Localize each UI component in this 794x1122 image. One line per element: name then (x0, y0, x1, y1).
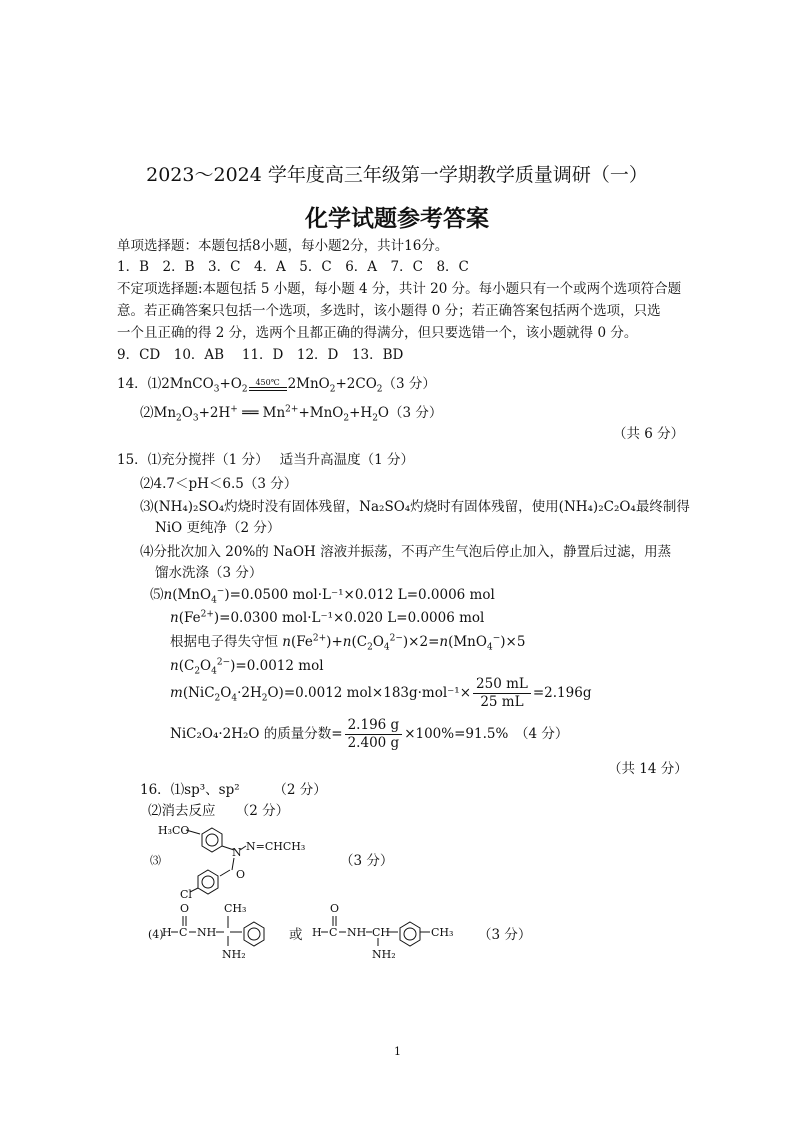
svg-text:CH: CH (372, 926, 391, 939)
svg-text:NH: NH (347, 926, 367, 939)
q16-part4-score: （3 分） (478, 927, 532, 943)
q15-part5-line2: $n(Fe^{2+})=0.0300$ mol·L⁻¹×0.020 L=0.0006 mol (170, 609, 485, 626)
q16-part3-score: （3 分） (340, 853, 394, 869)
q16-part4-or: 或 (289, 927, 303, 943)
svg-text:C: C (179, 926, 188, 939)
section1-answers: 1．B 2．B 3．C 4．A 5．C 6．A 7．C 8．C (117, 259, 469, 275)
section2-intro-line2: 意。若正确答案只包括一个选项，多选时，该小题得 0 分；若正确答案包括两个选项，只选 (117, 303, 661, 319)
structure-formula-q16-4b (312, 900, 477, 960)
svg-text:N: N (232, 846, 242, 859)
fraction-numerator: 2.196 g (345, 717, 403, 735)
chloro-label: Cl (180, 888, 192, 900)
q16-part2: ⑵消去反应 （2 分） (148, 803, 290, 819)
q14-part1-label: ⑴ (147, 376, 162, 392)
q16-part3-label: ⑶ (150, 854, 161, 867)
structure-formula-q16-3 (150, 820, 320, 900)
svg-text:O: O (330, 902, 340, 915)
q15-total: （共 14 分） (608, 761, 688, 777)
q14-number: 14． (117, 376, 148, 392)
section2-intro-line1: 不定项选择题:本题包括 5 小题，每小题 4 分，共计 20 分。每小题只有一个或两个选项符合题 (117, 281, 682, 297)
q16-part1: 16．⑴sp³、sp² （2 分） (140, 782, 327, 798)
fraction-denominator: 2.400 g (347, 735, 400, 751)
q14-part2: $⑵Mn_2O_3+2H^+$ ══ $Mn^{2+}+MnO_2+H_2O(3$ 分） (140, 404, 443, 424)
q14-total: （共 6 分） (613, 426, 685, 442)
q16-number: 16． (140, 782, 171, 798)
fraction-numerator: 250 mL (473, 676, 531, 694)
methoxy-label: H₃CO (158, 824, 190, 837)
svg-text:C: C (329, 926, 338, 939)
exam-title: 2023～2024 学年度高三年级第一学期教学质量调研（一） (146, 164, 648, 186)
q14-part1-score: （3 分） (382, 376, 436, 392)
fraction-denominator: 25 mL (480, 694, 524, 710)
svg-text:O: O (236, 868, 246, 881)
q15-part2: ⑵4.7＜pH＜6.5（3 分） (140, 476, 298, 492)
q15-part5-line5: $m(NiC_2O_4\cdot 2H_2O)=0.0012$ mol×183g·mol⁻¹× $\frac{250 mL}{25 mL}$ =2.196g (170, 676, 592, 710)
section2-intro-line3: 一个且正确的得 2 分，选两个且都正确的得满分，但只要选错一个，该小题就得 0 分。 (117, 325, 638, 341)
svg-text:NH₂: NH₂ (372, 948, 396, 960)
svg-text:O: O (180, 902, 190, 915)
section2-answers: 9．CD 10．AB 11．D 12．D 13．BD (117, 347, 404, 363)
svg-text:NH₂: NH₂ (222, 948, 246, 960)
svg-text:H: H (162, 926, 172, 939)
q15-part4-line2: 馏水洗涤（3 分） (155, 565, 263, 581)
q16-part4-label: (4) (148, 928, 164, 941)
q15-part5-line3: 根据电子得失守恒 $n(Fe^{2+})+n(C_2O_4^{2-})\times 2=n(MnO_4^-)\times 5$ (170, 633, 526, 653)
q15-part4-line1: ⑷分批次加入 20%的 NaOH 溶液并振荡，不再产生气泡后停止加入，静置后过滤，用蒸 (140, 544, 672, 560)
page-number: 1 (394, 1045, 401, 1058)
section1-intro: 单项选择题：本题包括8小题，每小题2分，共计16分。 (117, 238, 449, 254)
q15-part5-line1: ⑸n(MnO$_4$−)=0.0500 mol·L⁻¹×0.012 L=0.0006 mol (150, 586, 495, 606)
q15-part5-line6: NiC₂O₄·2H₂O 的质量分数= $\frac{2.196 g}{2.400 g}$ ×100%=91.5% （4 分） (170, 717, 569, 751)
imine-chain-label: N=CHCH₃ (246, 840, 306, 853)
svg-text:H: H (312, 926, 322, 939)
svg-text:NH: NH (197, 926, 217, 939)
q15-part5-line4: $n(C_2O_4^{2-})=0.0012$ mol (170, 657, 324, 677)
svg-text:CH₃: CH₃ (224, 902, 247, 915)
q15-part3-line1: ⑶(NH₄)₂SO₄灼烧时没有固体残留，Na₂SO₄灼烧时有固体残留，使用(NH₄)₂C₂O₄最终制得 (140, 499, 690, 515)
answer-key-title: 化学试题参考答案 (305, 206, 489, 232)
q15-number: 15． (117, 452, 148, 468)
svg-text:CH₃: CH₃ (431, 926, 454, 939)
structure-formula-q16-4a (162, 900, 280, 960)
q15-part3-line2: NiO 更纯净（2 分） (155, 520, 281, 536)
q14-equation-left: 2MnCO (161, 376, 214, 392)
q14-part2-score: （3 分） (389, 405, 443, 421)
q14-part1: 14．$⑴2MnCO_3+O_2$ 450℃ $2MnO_2+2CO_2(3$ 分） (117, 376, 436, 395)
q15-part1: 15．⑴充分搅拌（1 分） 适当升高温度（1 分） (117, 452, 414, 468)
reaction-condition: 450℃ (255, 377, 280, 387)
